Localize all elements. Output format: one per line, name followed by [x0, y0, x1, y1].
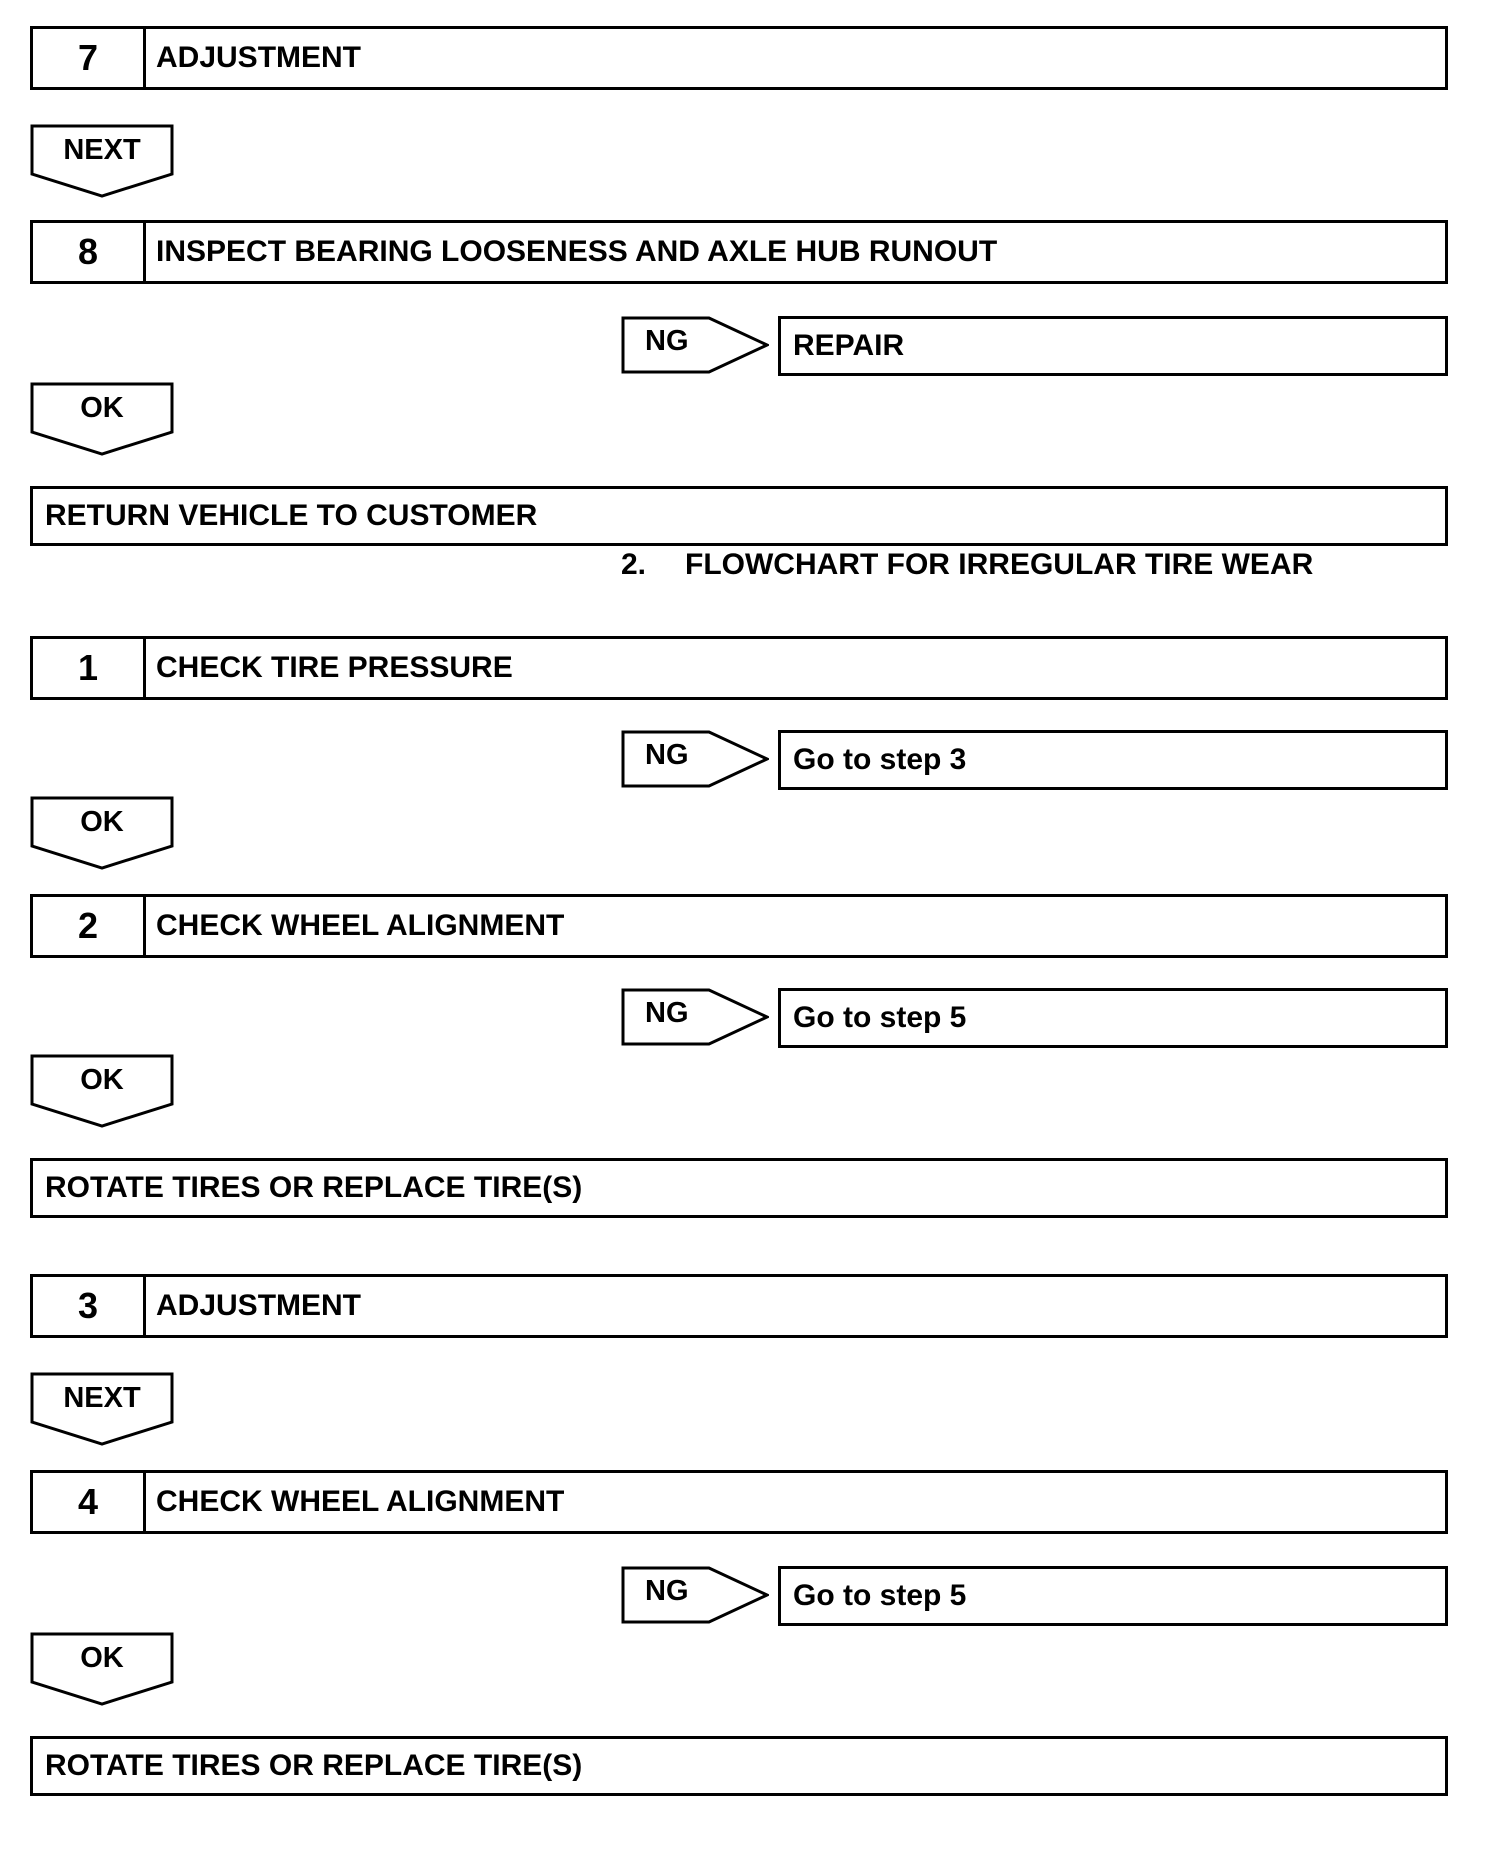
ok-arrow	[30, 382, 174, 458]
ok-arrow	[30, 1054, 174, 1130]
next-label: NEXT	[63, 1382, 141, 1414]
step-number: 8	[33, 223, 146, 281]
step-number: 4	[33, 1473, 146, 1531]
step-title: CHECK WHEEL ALIGNMENT	[156, 909, 565, 942]
ok-arrow	[30, 796, 174, 872]
step-title: CHECK WHEEL ALIGNMENT	[156, 1485, 565, 1518]
ng-arrow	[621, 730, 769, 788]
ng-arrow	[621, 988, 769, 1046]
step-number: 2	[33, 897, 146, 955]
ng-result-box: REPAIR	[778, 316, 1448, 376]
ok-label: OK	[80, 392, 124, 424]
ng-result-box: Go to step 3	[778, 730, 1448, 790]
heading-text: FLOWCHART FOR IRREGULAR TIRE WEAR	[685, 548, 1314, 581]
ok-label: OK	[80, 1064, 124, 1096]
return-vehicle-box: RETURN VEHICLE TO CUSTOMER	[30, 486, 1448, 546]
step-2-box	[30, 894, 1448, 958]
step-1-box	[30, 636, 1448, 700]
step-number: 1	[33, 639, 146, 697]
step-title: INSPECT BEARING LOOSENESS AND AXLE HUB RUNOUT	[156, 235, 998, 268]
next-label: NEXT	[63, 134, 141, 166]
ok-label: OK	[80, 1642, 124, 1674]
step-4-box	[30, 1470, 1448, 1534]
step-title: CHECK TIRE PRESSURE	[156, 651, 513, 684]
step-title: ADJUSTMENT	[156, 41, 362, 74]
ng-result-box: Go to step 5	[778, 988, 1448, 1048]
step-7-box	[30, 26, 1448, 90]
step-number: 7	[33, 29, 146, 87]
next-arrow	[30, 124, 174, 200]
step-number: 3	[33, 1277, 146, 1335]
rotate-tires-box: ROTATE TIRES OR REPLACE TIRE(S)	[30, 1736, 1448, 1796]
section-heading	[621, 548, 1313, 582]
step-3-box	[30, 1274, 1448, 1338]
ng-label: NG	[645, 739, 689, 771]
rotate-tires-box: ROTATE TIRES OR REPLACE TIRE(S)	[30, 1158, 1448, 1218]
ng-arrow	[621, 1566, 769, 1624]
next-arrow	[30, 1372, 174, 1448]
ok-label: OK	[80, 806, 124, 838]
ng-label: NG	[645, 1575, 689, 1607]
ng-label: NG	[645, 997, 689, 1029]
ok-arrow	[30, 1632, 174, 1708]
step-title: ADJUSTMENT	[156, 1289, 362, 1322]
heading-number: 2.	[621, 548, 647, 581]
ng-result-box: Go to step 5	[778, 1566, 1448, 1626]
step-8-box	[30, 220, 1448, 284]
ng-label: NG	[645, 325, 689, 357]
ng-arrow	[621, 316, 769, 374]
